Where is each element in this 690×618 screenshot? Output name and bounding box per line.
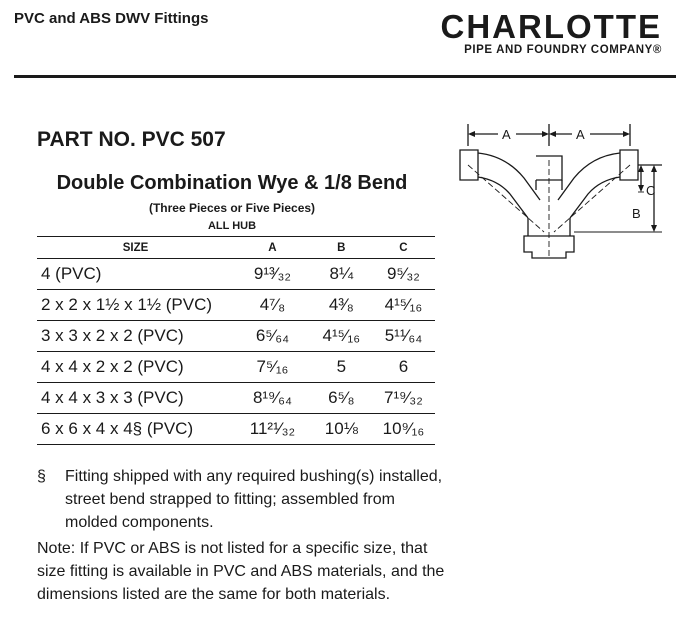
section-symbol: § — [37, 468, 46, 485]
table-row — [37, 383, 435, 414]
dimensions-table — [37, 236, 435, 445]
cell-a: 7⁵⁄₁₆ — [234, 352, 311, 383]
header-c: C — [372, 237, 435, 259]
cell-a: 11²¹⁄₃₂ — [234, 414, 311, 445]
arrow-c-top — [638, 165, 644, 172]
cell-b: 4³⁄₈ — [311, 290, 372, 321]
header-divider — [14, 75, 676, 78]
note-line: Note: If PVC or ABS is not listed for a specific size, that — [37, 540, 428, 557]
cell-a: 8¹⁹⁄₆₄ — [234, 383, 311, 414]
label-a-left: A — [502, 127, 511, 142]
cell-a: 4⁷⁄₈ — [234, 290, 311, 321]
label-c: C — [646, 183, 656, 198]
footnote-line: street bend strapped to fitting; assembled from — [65, 491, 395, 508]
brand-logo — [441, 10, 662, 56]
arrow-c-bottom — [638, 185, 644, 192]
cell-size: 4 x 4 x 2 x 2 (PVC) — [37, 352, 234, 383]
part-number: PART NO. PVC 507 — [37, 128, 226, 151]
arrow-b-top — [651, 165, 657, 172]
cell-size: 3 x 3 x 2 x 2 (PVC) — [37, 321, 234, 352]
section-title: PVC and ABS DWV Fittings — [14, 10, 209, 27]
arrow-b-bottom — [651, 225, 657, 232]
arrow-a-left — [468, 131, 475, 137]
product-subtitle: (Three Pieces or Five Pieces) — [148, 201, 316, 215]
centerline-right — [554, 165, 630, 232]
arrow-a-mid-right — [549, 131, 556, 137]
fitting-diagram — [448, 120, 673, 270]
footnote-line: Fitting shipped with any required bushing(s) installed, — [65, 468, 443, 485]
material-note — [37, 537, 477, 606]
cell-b: 10⅛ — [311, 414, 372, 445]
note-line: size fitting is available in PVC and ABS materials, and the — [37, 563, 445, 580]
cell-c: 5¹¹⁄₆₄ — [372, 321, 435, 352]
cell-size: 4 x 4 x 3 x 3 (PVC) — [37, 383, 234, 414]
cell-size: 6 x 6 x 4 x 4§ (PVC) — [37, 414, 234, 445]
label-a-right: A — [576, 127, 585, 142]
cell-c: 10⁹⁄₁₆ — [372, 414, 435, 445]
cell-b: 8¼ — [311, 259, 372, 290]
cell-size: 2 x 2 x 1½ x 1½ (PVC) — [37, 290, 234, 321]
cell-c: 4¹⁵⁄₁₆ — [372, 290, 435, 321]
cell-a: 9¹³⁄₃₂ — [234, 259, 311, 290]
cell-b: 5 — [311, 352, 372, 383]
hub-type: ALL HUB — [207, 220, 257, 232]
left-bend-inner — [478, 177, 528, 218]
footnote-section — [37, 465, 477, 534]
centerline-left — [468, 165, 544, 232]
cell-b: 6⁵⁄₈ — [311, 383, 372, 414]
header-a: A — [234, 237, 311, 259]
brand-subtitle: PIPE AND FOUNDRY COMPANY® — [464, 44, 662, 56]
cell-a: 6⁵⁄₆₄ — [234, 321, 311, 352]
label-b: B — [632, 206, 641, 221]
table-row — [37, 290, 435, 321]
arrow-a-right — [623, 131, 630, 137]
left-hub — [460, 150, 478, 180]
note-line: dimensions listed are the same for both materials. — [37, 586, 391, 603]
footnote-line: molded components. — [65, 514, 214, 531]
table-row — [37, 259, 435, 290]
header-size: SIZE — [37, 237, 234, 259]
right-bend-inner — [570, 177, 620, 218]
cell-c: 7¹⁹⁄₃₂ — [372, 383, 435, 414]
cell-c: 9⁵⁄₃₂ — [372, 259, 435, 290]
top-hub — [536, 156, 562, 180]
table-row — [37, 414, 435, 445]
table-row — [37, 321, 435, 352]
table-row — [37, 352, 435, 383]
cell-b: 4¹⁵⁄₁₆ — [311, 321, 372, 352]
table-header-row — [37, 237, 435, 259]
product-title: Double Combination Wye & 1/8 Bend — [56, 172, 408, 194]
cell-c: 6 — [372, 352, 435, 383]
header-b: B — [311, 237, 372, 259]
arrow-a-mid-left — [542, 131, 549, 137]
right-hub — [620, 150, 638, 180]
cell-size: 4 (PVC) — [37, 259, 234, 290]
brand-name: CHARLOTTE — [440, 8, 662, 45]
